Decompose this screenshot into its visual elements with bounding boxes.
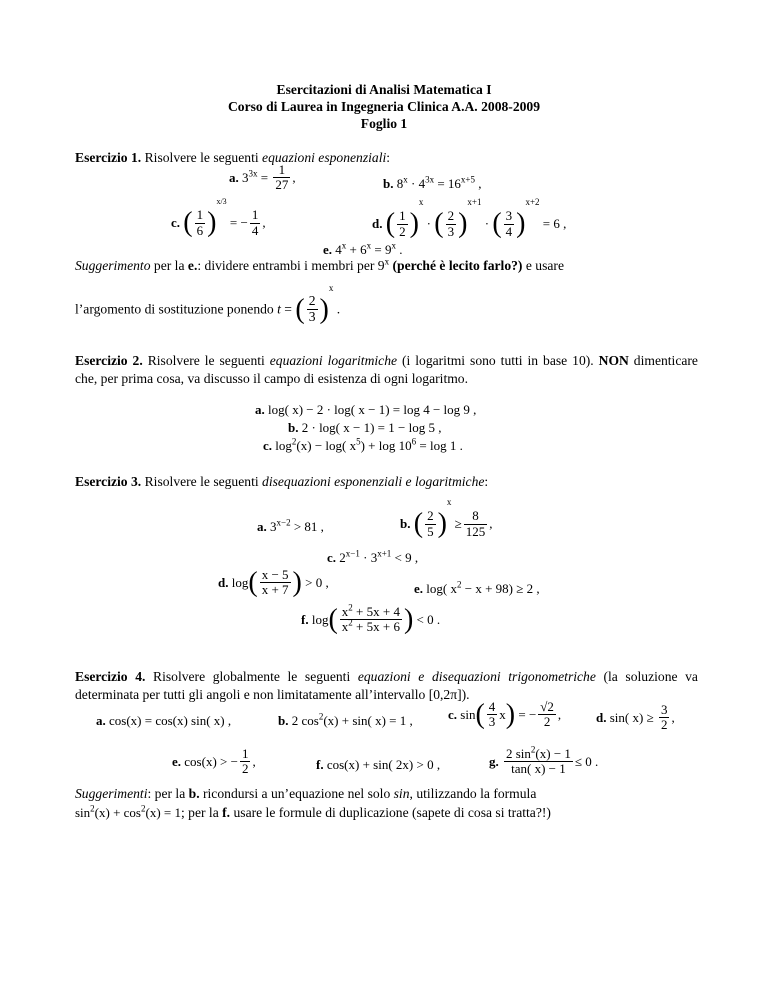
ex4-eq-f: f. cos(x) + sin( 2x) > 0 , [316,757,441,772]
ex1-eq-a: a. $3^{3x}$ = $\frac{1}{27}$ , [229,162,296,193]
ex3-heading: Esercizio 3. Risolvere le seguenti disequazioni esponenziali e logaritmiche: [75,474,489,489]
doc-title: Esercitazioni di Analisi Matematica I [276,82,492,97]
ex4-eq-e: e. cos(x) > − $\frac{1}{2}$ , [172,746,256,777]
ex3-eq-e: e. log( $x^2 - x + 98) \ge 2$ , [414,579,540,596]
ex4-hint: Suggerimenti: per la b. ricondursi a un’equazione nel solo sin, utilizzando la formula [75,786,537,801]
doc-sheet-number: Foglio 1 [360,116,408,131]
ex3-eq-f: f. log( $\frac{x^2 + 5x + 4}{x^2 + 5x + 6}$ ) < 0 . [301,602,441,635]
ex2-eq-b: b. 2 · log( x − 1) = 1 − log 5 , [288,420,442,435]
ex1-eq-d: d. ( $\frac{1}{2}$ )$^x$ · ( $\frac{2}{3}$ )$^{x+1}$ · ( $\frac{3}{4}$ )$^{x+2}$ = 6 , [372,197,567,240]
ex1-eq-e: e. $4^x + 6^x = 9^x$ . [323,240,403,257]
ex4-heading: Esercizio 4. Risolvere globalmente le seguenti equazioni e disequazioni trigonometriche (la soluzione va determinata per tutti gli angoli e non limitatamente all’intervallo [0,2π]). [75,669,698,702]
ex4-eq-d: d. sin( x) ≥ $\frac{3}{2}$ , [596,702,675,733]
ex3-eq-a: a. $3^{x-2} > 81$ , [257,517,324,534]
doc-subtitle: Corso di Laurea in Ingegneria Clinica A.A. 2008-2009 [227,99,541,114]
ex4-eq-g: g. $\frac{2 \sin^2(x) - 1}{\tan( x) - 1}$ ≤ 0 . [489,744,599,777]
ex3-eq-c: c. $2^{x-1} \cdot 3^{x+1} < 9$ , [327,548,419,565]
ex4-eq-c: c. sin( $\frac{4}{3}$ x) = − $\frac{√2}{2}$ , [448,698,562,730]
ex1-heading: Esercizio 1. Risolvere le seguenti equazioni esponenziali: [75,150,391,165]
ex1-hint-line2: l’argomento di sostituzione ponendo t = ( $\frac{2}{3}$ )$^x$ . [75,283,341,325]
ex3-eq-d: d. log( $\frac{x - 5}{x + 7}$ ) > 0 , [218,566,329,598]
ex1-eq-c: c. ( $\frac{1}{6}$ )$^{x/3}$ = − $\frac{1}{4}$ , [171,197,266,239]
ex2-eq-a: a. log( x) − 2 · log( x − 1) = log 4 − log 9 , [255,402,477,417]
ex4-hint-line2: $\sin^2(x) + \cos^2(x) = 1$; per la f. usare le formule di duplicazione (sapete di cosa si tratta?!) [75,803,551,820]
ex1-eq-b: b. $8^x \cdot 4^{3x} = 16^{x+5}$ , [383,174,482,191]
ex2-eq-c: c. $\log^2(x) - \log$( $x^5) + \log 10^6 = \log 1$ . [263,436,463,453]
ex4-eq-a: a. cos(x) = cos(x) sin( x) , [96,713,232,728]
ex2-heading: Esercizio 2. Risolvere le seguenti equazioni logaritmiche (i logaritmi sono tutti in base 10). NON dimenticare che, per prima cosa, va discusso il campo di esistenza di ogni logaritmo. [75,353,698,386]
ex1-hint: Suggerimento per la e.: dividere entrambi i membri per 9$^x$ (perché è lecito farlo?) e usare [75,256,564,273]
ex3-eq-b: b. ( $\frac{2}{5}$ )$^x$ ≥ $\frac{8}{125}$ , [400,497,493,540]
ex4-eq-b: b. 2 $\cos^2(x) + \sin$( x) = 1 , [278,711,413,728]
